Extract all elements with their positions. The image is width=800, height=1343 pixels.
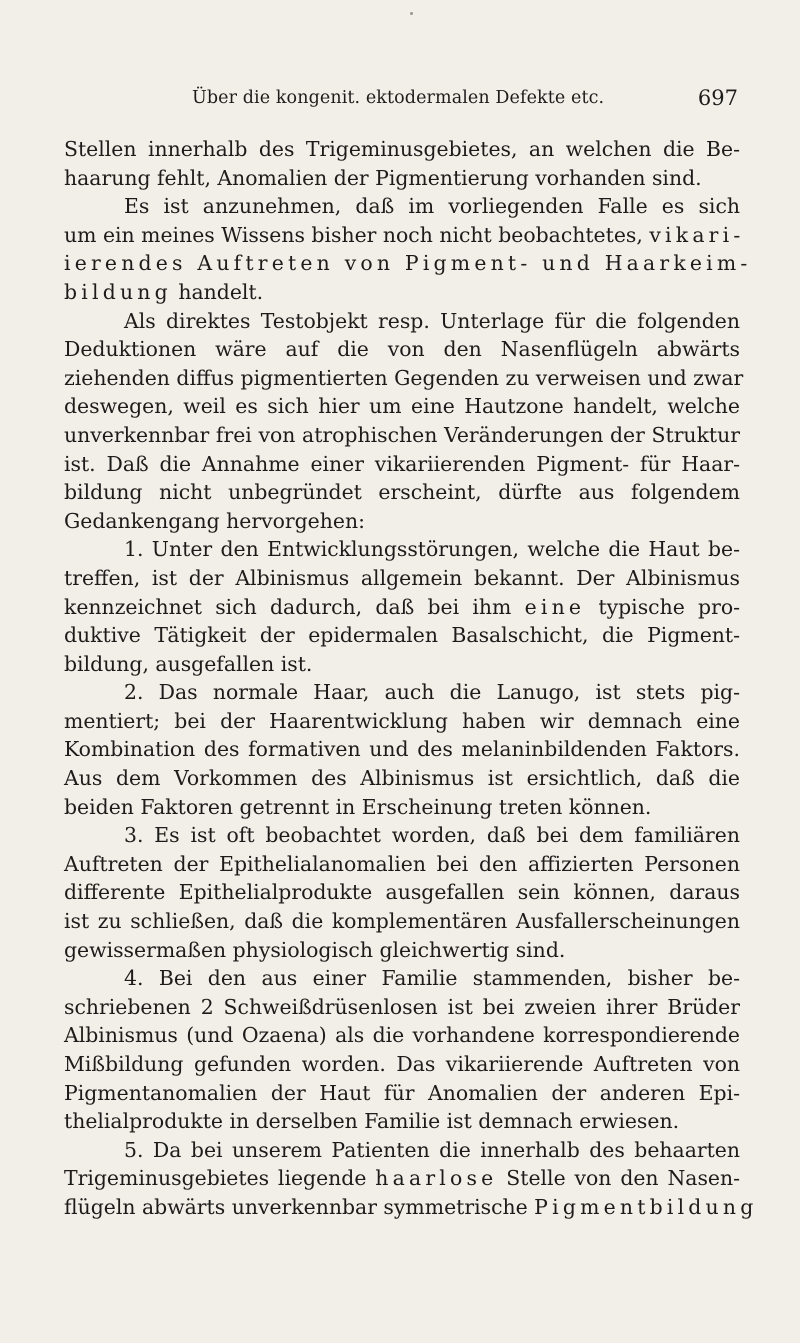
text-line [64, 1079, 740, 1108]
running-header [64, 84, 740, 114]
text-segment: deswegen, weil es sich hier um eine Hautzone handelt, welche [64, 394, 740, 419]
text-segment: schriebenen 2 Schweißdrüsenlosen ist bei zweien ihrer Brüder [64, 994, 740, 1019]
text-segment: bildung, ausgefallen ist. [64, 651, 313, 676]
text-segment: Kombination des formativen und des melaninbildenden Faktors. [64, 737, 740, 762]
text-line [64, 249, 752, 278]
text-line [64, 1050, 740, 1079]
text-line [64, 821, 740, 850]
text-line [64, 192, 740, 221]
text-segment: ist. Daß die Annahme einer vikariierenden Pigment- für Haar- [64, 451, 740, 476]
text-segment: Pigmentanomalien der Haut für Anomalien der anderen Epi- [64, 1080, 740, 1105]
text-line [64, 936, 740, 965]
text-segment: thelialprodukte in derselben Familie ist demnach erwiesen. [64, 1109, 680, 1134]
text-segment: Mißbildung gefunden worden. Das vikariierende Auftreten von [64, 1052, 740, 1076]
text-segment: duktive Tätigkeit der epidermalen Basalschicht, die Pigment- [64, 623, 740, 648]
spaced-emphasis: eine [524, 594, 586, 619]
text-segment: gewissermaßen physiologisch gleichwertig sind. [64, 937, 566, 962]
text-segment: Aus dem Vorkommen des Albinismus ist ersichtlich, daß die [64, 766, 740, 791]
text-segment: unverkennbar frei von atrophischen Veränderungen der Struktur [64, 422, 740, 447]
text-line [64, 1193, 758, 1222]
spaced-emphasis: vikari- [649, 222, 745, 247]
paper-speck [410, 12, 413, 15]
text-segment: Als direktes Testobjekt resp. Unterlage für die folgenden [124, 308, 740, 333]
text-line [64, 1136, 740, 1165]
text-segment: flügeln abwärts unverkennbar symmetrische [64, 1194, 535, 1219]
text-segment: 2. Das normale Haar, auch die Lanugo, ist stets pig- [124, 680, 740, 705]
text-segment: kennzeichnet sich dadurch, daß bei ihm [64, 594, 525, 619]
text-line [64, 764, 740, 793]
text-segment: ist zu schließen, daß die komplementären Ausfallerscheinungen [64, 909, 740, 934]
text-segment: mentiert; bei der Haarentwicklung haben wir demnach eine [64, 708, 740, 733]
text-line [64, 221, 745, 250]
page-number: 697 [697, 86, 738, 110]
text-line [64, 793, 740, 822]
text-line [64, 650, 740, 679]
text-segment: 1. Unter den Entwicklungsstörungen, welche die Haut be- [124, 537, 740, 562]
text-line [64, 1164, 740, 1193]
spaced-emphasis: bildung [64, 279, 172, 304]
text-line [64, 993, 740, 1022]
text-segment: treffen, ist der Albinismus allgemein bekannt. Der Albinismus [64, 565, 740, 590]
text-segment: Gedankengang hervorgehen: [64, 508, 365, 533]
text-segment: Stellen innerhalb des Trigeminusgebietes, an welchen die Be- [64, 137, 740, 161]
text-line [64, 335, 740, 364]
text-segment: haarung fehlt, Anomalien der Pigmentierung vorhanden sind. [64, 165, 702, 190]
text-line [64, 535, 740, 564]
text-line [64, 907, 740, 936]
text-segment: Auftreten der Epithelialanomalien bei den affizierten Personen [64, 851, 740, 876]
text-line [64, 307, 740, 336]
text-line [64, 507, 740, 536]
text-line [64, 593, 740, 622]
text-segment: um ein meines Wissens bisher noch nicht beobachtetes, [64, 222, 650, 247]
body-text [64, 135, 758, 1222]
text-line [64, 164, 740, 193]
text-segment: 5. Da bei unserem Patienten die innerhalb des behaarten [124, 1137, 740, 1162]
text-segment: ziehenden diffus pigmentierten Gegenden zu verweisen und zwar [64, 365, 744, 390]
text-segment: 3. Es ist oft beobachtet worden, daß bei dem familiären [124, 823, 740, 848]
spaced-emphasis: haarlose [375, 1166, 498, 1191]
text-segment: Es ist anzunehmen, daß im vorliegenden Falle es sich [124, 194, 740, 219]
text-line [64, 421, 740, 450]
text-segment: Stelle von den Nasen- [497, 1166, 740, 1191]
text-segment: 4. Bei den aus einer Familie stammenden, bisher be- [124, 966, 740, 991]
text-line [64, 678, 740, 707]
text-line [64, 878, 740, 907]
text-line [64, 964, 740, 993]
text-line [64, 564, 740, 593]
text-line [64, 135, 740, 164]
text-segment: Trigeminusgebietes liegende [64, 1166, 376, 1191]
text-segment: typische pro- [585, 594, 740, 619]
running-title: Über die kongenit. ektodermalen Defekte etc. [192, 88, 605, 108]
text-line [64, 1021, 740, 1050]
text-line [64, 735, 740, 764]
text-line [64, 278, 740, 307]
text-line [64, 478, 740, 507]
text-segment: beiden Faktoren getrennt in Erscheinung treten können. [64, 794, 652, 819]
text-line [64, 707, 740, 736]
text-segment: Albinismus (und Ozaena) als die vorhandene korrespondierende [64, 1023, 740, 1048]
text-segment: bildung nicht unbegründet erscheint, dürfte aus folgendem [64, 480, 740, 505]
text-line [64, 392, 740, 421]
spaced-emphasis: ierendes Auftreten von Pigment- und Haarkeim- [64, 251, 752, 276]
text-segment: differente Epithelialprodukte ausgefallen sein können, daraus [64, 880, 740, 905]
text-line [64, 364, 744, 393]
text-segment: handelt. [171, 279, 264, 304]
text-line [64, 621, 740, 650]
text-line [64, 850, 740, 879]
text-line [64, 450, 740, 479]
spaced-emphasis: Pigmentbildung [534, 1194, 758, 1219]
text-line [64, 1107, 740, 1136]
text-segment: Deduktionen wäre auf die von den Nasenflügeln abwärts [64, 337, 740, 362]
